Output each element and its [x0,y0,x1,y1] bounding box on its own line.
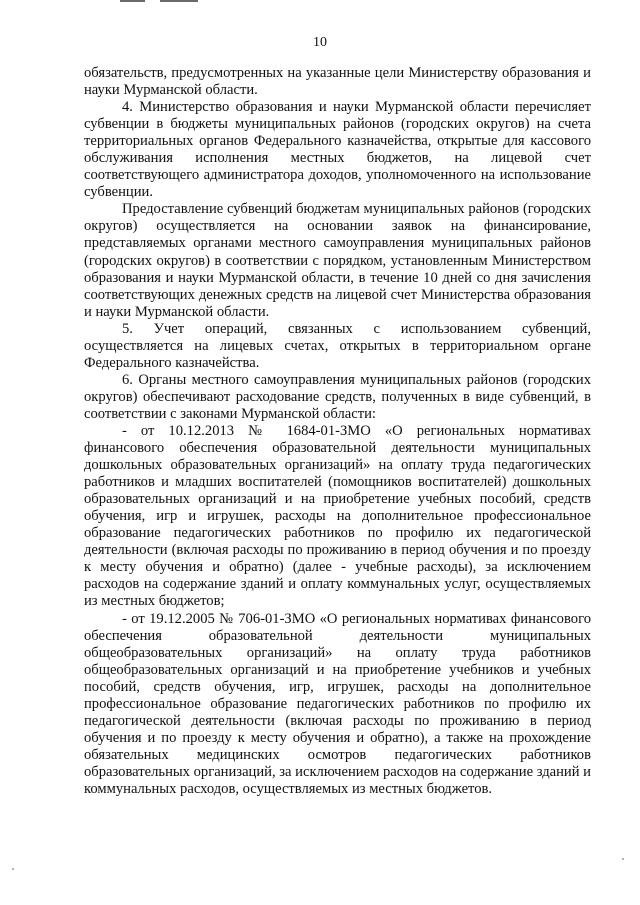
paragraph-continuation: обязательств, предусмотренных на указанные цели Министерству образования и науки Мурманской области. [84,65,591,99]
paragraph-item-4: 4. Министерство образования и науки Мурманской области перечисляет субвенции в бюджеты муниципальных районов (городских округов) на счета территориальных органов Федерального казначейства, открытые для кассового обслуживания исполнения местных бюджетов, на лицевой счет соответствующего администратора доходов, уполномоченного на использование субвенции. [84,99,591,201]
scan-edge-mark [160,0,198,2]
list-item-law-706: - от 19.12.2005 № 706-01-ЗМО «О региональных нормативах финансового обеспечения образовательной деятельности муниципальных общеобразовательных организаций» на оплату труда работников общеобразовательных организаций и на приобретение учебников и учебных пособий, средств обучения, игр, игрушек, расходы на дополнительное профессиональное образование педагогических работников по профилю их педагогической деятельности (включая расходы по проживанию в период обучения и по проезду к месту обучения и обратно), а также на прохождение обязательных медицинских осмотров педагогических работников образовательных организаций, за исключением расходов на содержание зданий и коммунальных расходов, осуществляемых из местных бюджетов. [84,610,591,797]
scan-edge-mark [120,0,145,2]
scan-speck [12,868,14,870]
paragraph-item-5: 5. Учет операций, связанных с использованием субвенций, осуществляется на лицевых счетах, открытых в территориальном органе Федерального казначейства. [84,320,591,371]
page-number: 10 [313,35,327,50]
scan-speck [622,858,624,860]
paragraph-item-6: 6. Органы местного самоуправления муниципальных районов (городских округов) обеспечивают расходование средств, полученных в виде субвенций, в соответствии с законами Мурманской области: [84,371,591,422]
document-body [84,65,591,798]
list-item-law-1684: - от 10.12.2013 № 1684-01-ЗМО «О региональных нормативах финансового обеспечения образовательной деятельности муниципальных дошкольных образовательных организаций» на оплату труда педагогических работников и младших воспитателей (помощников воспитателей) дошкольных образовательных организаций и на приобретение учебных пособий, средств обучения, игр и игрушек, расходы на дополнительное профессиональное образование педагогических работников по профилю их педагогической деятельности (включая расходы по проживанию в период обучения и по проезду к месту обучения и обратно) (далее - учебные расходы), за исключением расходов на содержание зданий и оплату коммунальных услуг, осуществляемых из местных бюджетов; [84,422,591,610]
paragraph-subvention-provision: Предоставление субвенций бюджетам муниципальных районов (городских округов) осуществляется на основании заявок на финансирование, представляемых органами местного самоуправления муниципальных районов (городских округов) в соответствии с порядком, установленным Министерством образования и науки Мурманской области, в течение 10 дней со дня зачисления соответствующих денежных средств на лицевой счет Министерства образования и науки Мурманской области. [84,201,591,320]
